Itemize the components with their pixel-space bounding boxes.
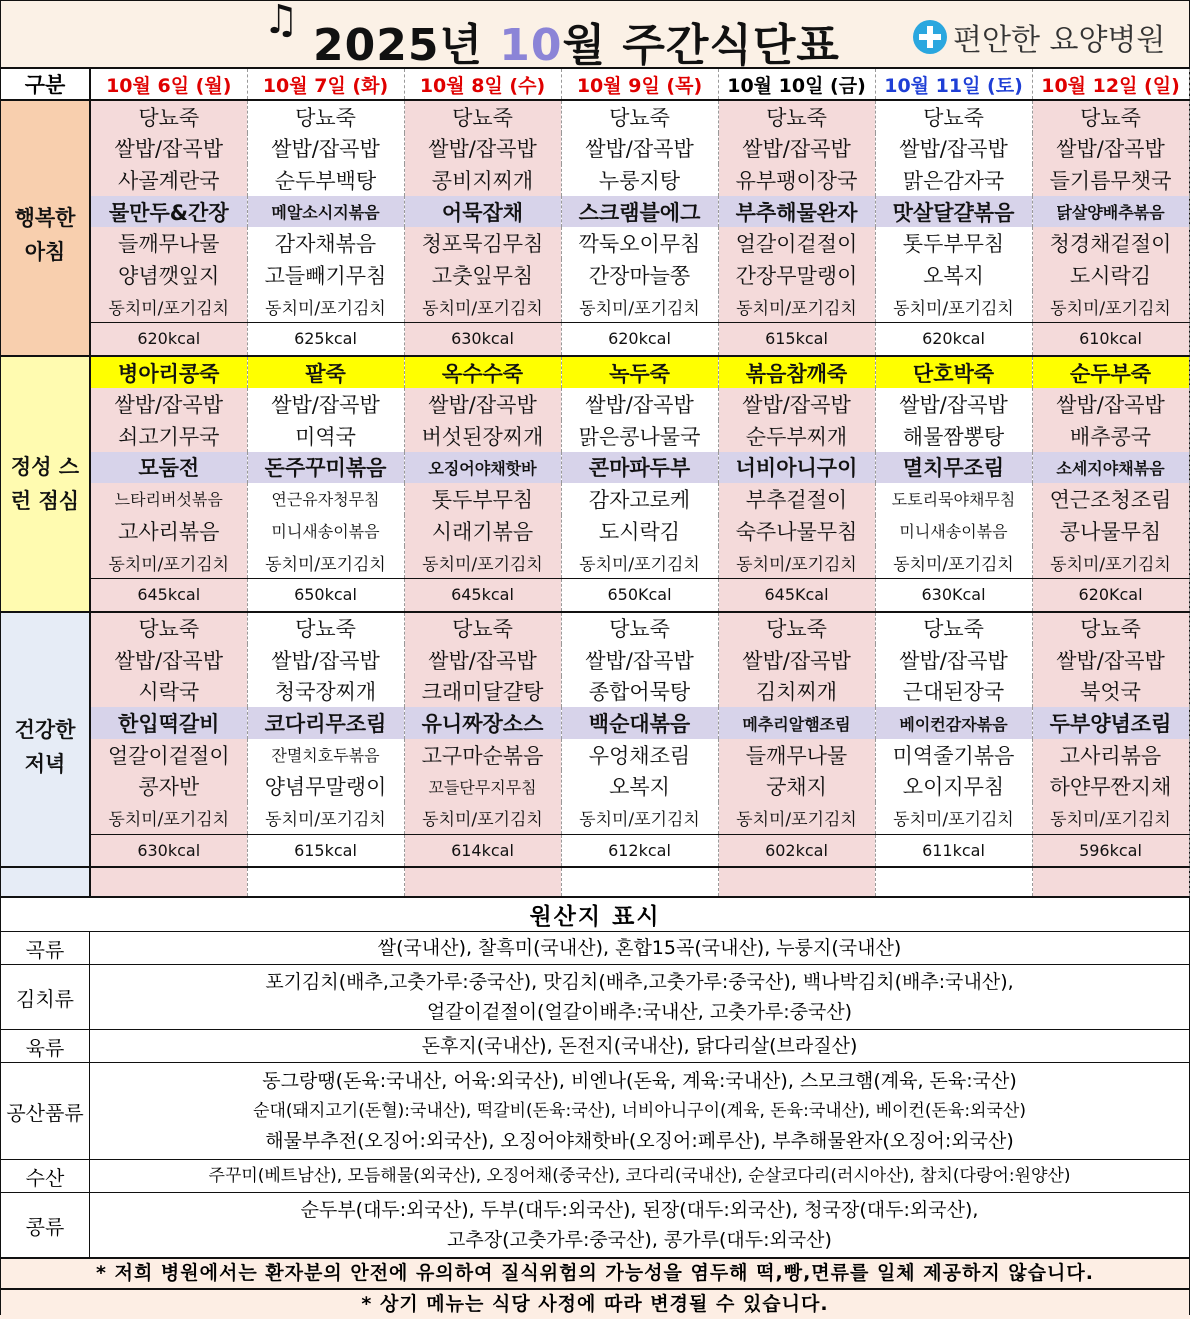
menu-cell: 동치미/포기김치 xyxy=(561,291,718,323)
kcal-cell: 650Kcal xyxy=(561,578,718,611)
menu-cell: 순두부백탕 xyxy=(247,164,404,196)
kcal-cell: 625kcal xyxy=(247,323,404,356)
menu-cell: 당뇨죽 xyxy=(875,612,1032,645)
menu-cell: 코다리무조림 xyxy=(247,707,404,739)
menu-cell: 콘마파두부 xyxy=(561,452,718,484)
menu-cell: 쌀밥/잡곡밥 xyxy=(561,644,718,676)
menu-cell: 당뇨죽 xyxy=(90,100,247,133)
origin-row xyxy=(1,1160,1189,1193)
kcal-cell: 602kcal xyxy=(718,834,875,867)
spacer-cell xyxy=(561,867,718,896)
menu-cell: 쌀밥/잡곡밥 xyxy=(1032,644,1189,676)
kcal-cell: 620Kcal xyxy=(1032,578,1189,611)
origin-label: 곡류 xyxy=(1,932,90,965)
menu-cell: 쌀밥/잡곡밥 xyxy=(90,133,247,165)
title-year: 2025년 xyxy=(313,20,500,71)
menu-cell: 동치미/포기김치 xyxy=(404,291,561,323)
origin-label: 수산 xyxy=(1,1160,90,1193)
spacer-cell xyxy=(404,867,561,896)
menu-cell: 쌀밥/잡곡밥 xyxy=(247,644,404,676)
menu-cell: 쌀밥/잡곡밥 xyxy=(90,388,247,420)
kcal-cell: 650kcal xyxy=(247,578,404,611)
origin-value xyxy=(90,1030,1190,1063)
menu-cell: 들깨무나물 xyxy=(718,739,875,771)
menu-cell: 쌀밥/잡곡밥 xyxy=(718,133,875,165)
menu-cell: 해물짬뽕탕 xyxy=(875,420,1032,452)
menu-cell: 맑은감자국 xyxy=(875,164,1032,196)
menu-cell: 쌀밥/잡곡밥 xyxy=(404,388,561,420)
menu-cell: 청국장찌개 xyxy=(247,676,404,708)
day-header: 10월 12일 (일) xyxy=(1032,69,1189,100)
menu-cell: 고들빼기무침 xyxy=(247,259,404,291)
origin-label: 육류 xyxy=(1,1030,90,1063)
menu-cell: 당뇨죽 xyxy=(247,612,404,645)
menu-cell: 쇠고기무국 xyxy=(90,420,247,452)
menu-cell: 너비아니구이 xyxy=(718,452,875,484)
menu-cell: 우엉채조림 xyxy=(561,739,718,771)
menu-cell: 감자고로케 xyxy=(561,483,718,515)
menu-cell: 버섯된장찌개 xyxy=(404,420,561,452)
menu-cell: 동치미/포기김치 xyxy=(718,546,875,578)
origin-title: 원산지 표시 xyxy=(1,897,1189,932)
menu-cell: 도시락김 xyxy=(1032,259,1189,291)
menu-cell: 느타리버섯볶음 xyxy=(90,483,247,515)
menu-cell: 동치미/포기김치 xyxy=(247,802,404,834)
menu-cell: 동치미/포기김치 xyxy=(561,546,718,578)
menu-cell: 동치미/포기김치 xyxy=(1032,546,1189,578)
origin-line: 쌀(국내산), 찰흑미(국내산), 혼합15곡(국내산), 누룽지(국내산) xyxy=(377,937,902,960)
origin-line: 해물부추전(오징어:외국산), 오징어야채핫바(오징어:페루산), 부추해물완자(오징어:외국산) xyxy=(265,1130,1014,1153)
menu-cell: 크래미달걀탕 xyxy=(404,676,561,708)
menu-cell: 어묵잡채 xyxy=(404,196,561,228)
origin-value xyxy=(90,1063,1190,1160)
kcal-cell: 645kcal xyxy=(90,578,247,611)
origin-row xyxy=(1,1030,1189,1063)
menu-cell: 들깨무나물 xyxy=(90,227,247,259)
menu-cell: 당뇨죽 xyxy=(718,612,875,645)
menu-cell: 쌀밥/잡곡밥 xyxy=(875,388,1032,420)
spacer-cell xyxy=(1032,867,1189,896)
menu-cell: 맑은콩나물국 xyxy=(561,420,718,452)
spacer-cell xyxy=(718,867,875,896)
menu-cell: 쌀밥/잡곡밥 xyxy=(404,644,561,676)
origin-label: 콩류 xyxy=(1,1193,90,1258)
menu-cell: 양념깻잎지 xyxy=(90,259,247,291)
menu-cell: 꼬들단무지무침 xyxy=(404,770,561,802)
origin-line: 돈후지(국내산), 돈전지(국내산), 닭다리살(브라질산) xyxy=(421,1035,858,1058)
menu-cell: 미역국 xyxy=(247,420,404,452)
menu-cell: 들기름무챗국 xyxy=(1032,164,1189,196)
origin-value xyxy=(90,1193,1190,1258)
menu-cell: 동치미/포기김치 xyxy=(404,546,561,578)
meal-label: 정성 스런 점심 xyxy=(1,356,90,612)
menu-cell: 미니새송이볶음 xyxy=(875,515,1032,547)
kcal-cell: 610kcal xyxy=(1032,323,1189,356)
menu-cell: 당뇨죽 xyxy=(561,612,718,645)
origin-line: 순두부(대두:외국산), 두부(대두:외국산), 된장(대두:외국산), 청국장(대두:외국산), xyxy=(300,1199,979,1222)
menu-cell: 근대된장국 xyxy=(875,676,1032,708)
spacer-row xyxy=(1,867,1189,896)
menu-cell: 미역줄기볶음 xyxy=(875,739,1032,771)
menu-cell: 멸치무조림 xyxy=(875,452,1032,484)
menu-cell: 쌀밥/잡곡밥 xyxy=(247,388,404,420)
menu-cell: 톳두부무침 xyxy=(875,227,1032,259)
origin-value xyxy=(90,932,1190,965)
menu-cell: 당뇨죽 xyxy=(875,100,1032,133)
hospital-name: 편안한 요양병원 xyxy=(953,23,1166,58)
menu-cell: 유부팽이장국 xyxy=(718,164,875,196)
menu-cell: 당뇨죽 xyxy=(1032,100,1189,133)
day-header: 10월 10일 (금) xyxy=(718,69,875,100)
kcal-cell: 645Kcal xyxy=(718,578,875,611)
kcal-cell: 615kcal xyxy=(247,834,404,867)
menu-cell: 모둠전 xyxy=(90,452,247,484)
kcal-cell: 611kcal xyxy=(875,834,1032,867)
menu-cell: 병아리콩죽 xyxy=(90,356,247,389)
menu-cell: 도토리묵야채무침 xyxy=(875,483,1032,515)
menu-cell: 도시락김 xyxy=(561,515,718,547)
origin-row xyxy=(1,1063,1189,1160)
menu-cell: 북엇국 xyxy=(1032,676,1189,708)
day-header: 10월 8일 (수) xyxy=(404,69,561,100)
menu-cell: 돈주꾸미볶음 xyxy=(247,452,404,484)
menu-cell: 당뇨죽 xyxy=(90,612,247,645)
menu-cell: 녹두죽 xyxy=(561,356,718,389)
menu-cell: 동치미/포기김치 xyxy=(561,802,718,834)
menu-cell: 김치찌개 xyxy=(718,676,875,708)
day-header: 10월 7일 (화) xyxy=(247,69,404,100)
menu-cell: 두부양념조림 xyxy=(1032,707,1189,739)
menu-cell: 오복지 xyxy=(875,259,1032,291)
menu-cell: 쌀밥/잡곡밥 xyxy=(875,133,1032,165)
origin-line: 동그랑땡(돈육:국내산, 어육:외국산), 비엔나(돈육, 계육:국내산), 스모크햄(계육, 돈육:국산) xyxy=(262,1070,1017,1093)
menu-cell: 쌀밥/잡곡밥 xyxy=(718,388,875,420)
menu-cell: 쌀밥/잡곡밥 xyxy=(247,133,404,165)
menu-cell: 톳두부무침 xyxy=(404,483,561,515)
kcal-cell: 630kcal xyxy=(90,834,247,867)
kcal-cell: 645kcal xyxy=(404,578,561,611)
weekly-menu-table xyxy=(1,69,1190,896)
meal-label: 건강한 저녁 xyxy=(1,612,90,868)
menu-cell: 단호박죽 xyxy=(875,356,1032,389)
menu-cell: 오징어야채핫바 xyxy=(404,452,561,484)
menu-cell: 숙주나물무침 xyxy=(718,515,875,547)
menu-cell: 베이컨감자볶음 xyxy=(875,707,1032,739)
menu-cell: 얼갈이겉절이 xyxy=(90,739,247,771)
menu-cell: 쌀밥/잡곡밥 xyxy=(718,644,875,676)
menu-cell: 궁채지 xyxy=(718,770,875,802)
spacer-cell xyxy=(875,867,1032,896)
origin-value xyxy=(90,965,1190,1030)
spacer-cell xyxy=(1,867,90,896)
menu-cell: 동치미/포기김치 xyxy=(90,546,247,578)
kcal-cell: 615kcal xyxy=(718,323,875,356)
menu-cell: 고사리볶음 xyxy=(1032,739,1189,771)
menu-cell: 동치미/포기김치 xyxy=(90,802,247,834)
menu-cell: 콩자반 xyxy=(90,770,247,802)
menu-cell: 당뇨죽 xyxy=(404,612,561,645)
menu-cell: 쌀밥/잡곡밥 xyxy=(875,644,1032,676)
origin-line: 얼갈이겉절이(얼갈이배추:국내산, 고춧가루:중국산) xyxy=(426,1001,853,1024)
title-bar xyxy=(1,1,1189,69)
origin-line: 고추장(고춧가루:중국산), 콩가루(대두:외국산) xyxy=(447,1229,832,1252)
menu-cell: 사골계란국 xyxy=(90,164,247,196)
menu-cell: 메추리알햄조림 xyxy=(718,707,875,739)
origin-table xyxy=(1,896,1189,1257)
menu-cell: 양념무말랭이 xyxy=(247,770,404,802)
origin-line: 주꾸미(베트남산), 모듬해물(외국산), 오징어채(중국산), 코다리(국내산), 순살코다리(러시아산), 참치(다랑어:원양산) xyxy=(208,1166,1071,1187)
menu-cell: 동치미/포기김치 xyxy=(90,291,247,323)
menu-cell: 동치미/포기김치 xyxy=(247,546,404,578)
day-header: 10월 9일 (목) xyxy=(561,69,718,100)
menu-cell: 시락국 xyxy=(90,676,247,708)
menu-cell: 동치미/포기김치 xyxy=(875,802,1032,834)
menu-cell: 동치미/포기김치 xyxy=(875,546,1032,578)
hospital-brand xyxy=(913,15,1165,59)
menu-cell: 잔멸치호두볶음 xyxy=(247,739,404,771)
menu-cell: 쌀밥/잡곡밥 xyxy=(90,644,247,676)
menu-cell: 순두부죽 xyxy=(1032,356,1189,389)
notice-menu-change: * 상기 메뉴는 식당 사정에 따라 변경될 수 있습니다. xyxy=(1,1288,1189,1319)
kcal-cell: 620kcal xyxy=(875,323,1032,356)
menu-cell: 종합어묵탕 xyxy=(561,676,718,708)
menu-cell: 하얀무짠지채 xyxy=(1032,770,1189,802)
music-note-icon: ♫ xyxy=(263,0,299,43)
kcal-cell: 620kcal xyxy=(90,323,247,356)
menu-cell: 당뇨죽 xyxy=(1032,612,1189,645)
menu-cell: 누룽지탕 xyxy=(561,164,718,196)
menu-cell: 스크램블에그 xyxy=(561,196,718,228)
menu-cell: 당뇨죽 xyxy=(561,100,718,133)
menu-cell: 감자채볶음 xyxy=(247,227,404,259)
kcal-cell: 614kcal xyxy=(404,834,561,867)
menu-cell: 동치미/포기김치 xyxy=(718,802,875,834)
menu-cell: 동치미/포기김치 xyxy=(1032,291,1189,323)
menu-cell: 쌀밥/잡곡밥 xyxy=(404,133,561,165)
menu-cell: 얼갈이겉절이 xyxy=(718,227,875,259)
menu-cell: 콩나물무침 xyxy=(1032,515,1189,547)
origin-row xyxy=(1,965,1189,1030)
menu-cell: 순두부찌개 xyxy=(718,420,875,452)
medical-cross-icon xyxy=(913,20,947,54)
menu-cell: 오이지무침 xyxy=(875,770,1032,802)
menu-cell: 부추겉절이 xyxy=(718,483,875,515)
menu-cell: 유니짜장소스 xyxy=(404,707,561,739)
day-header: 10월 11일 (토) xyxy=(875,69,1032,100)
menu-cell: 팥죽 xyxy=(247,356,404,389)
kcal-cell: 620kcal xyxy=(561,323,718,356)
day-header: 10월 6일 (월) xyxy=(90,69,247,100)
menu-cell: 청포묵김무침 xyxy=(404,227,561,259)
origin-row xyxy=(1,932,1189,965)
menu-cell: 배추콩국 xyxy=(1032,420,1189,452)
origin-row xyxy=(1,1193,1189,1258)
menu-cell: 옥수수죽 xyxy=(404,356,561,389)
origin-line: 순대(돼지고기(돈혈):국내산), 떡갈비(돈육:국산), 너비아니구이(계육, 돈육:국내산), 베이컨(돈육:외국산) xyxy=(253,1101,1026,1122)
menu-cell: 메알소시지볶음 xyxy=(247,196,404,228)
menu-cell: 동치미/포기김치 xyxy=(247,291,404,323)
menu-cell: 물만두&간장 xyxy=(90,196,247,228)
menu-cell: 쌀밥/잡곡밥 xyxy=(1032,388,1189,420)
origin-line: 포기김치(배추,고춧가루:중국산), 맛김치(배추,고춧가루:중국산), 백나박김치(배추:국내산), xyxy=(265,971,1014,994)
menu-cell: 당뇨죽 xyxy=(718,100,875,133)
menu-cell: 연근조청조림 xyxy=(1032,483,1189,515)
menu-cell: 백순대볶음 xyxy=(561,707,718,739)
menu-cell: 고구마순볶음 xyxy=(404,739,561,771)
spacer-cell xyxy=(90,867,247,896)
origin-value xyxy=(90,1160,1190,1193)
header-corner: 구분 xyxy=(1,69,90,100)
kcal-cell: 630kcal xyxy=(404,323,561,356)
title-text: 월 주간식단표 xyxy=(562,20,840,71)
menu-cell: 동치미/포기김치 xyxy=(1032,802,1189,834)
notice-choking: * 저희 병원에서는 환자분의 안전에 유의하여 질식위험의 가능성을 염두해 떡,빵,면류를 일체 제공하지 않습니다. xyxy=(1,1257,1189,1288)
spacer-cell xyxy=(247,867,404,896)
meal-label: 행복한 아침 xyxy=(1,100,90,356)
menu-cell: 한입떡갈비 xyxy=(90,707,247,739)
menu-cell: 부추해물완자 xyxy=(718,196,875,228)
origin-label: 공산품류 xyxy=(1,1063,90,1160)
menu-cell: 당뇨죽 xyxy=(247,100,404,133)
menu-cell: 소세지야채볶음 xyxy=(1032,452,1189,484)
menu-cell: 당뇨죽 xyxy=(404,100,561,133)
menu-cell: 콩비지찌개 xyxy=(404,164,561,196)
menu-cell: 볶음참깨죽 xyxy=(718,356,875,389)
kcal-cell: 612kcal xyxy=(561,834,718,867)
menu-cell: 청경채겉절이 xyxy=(1032,227,1189,259)
menu-cell: 쌀밥/잡곡밥 xyxy=(561,388,718,420)
menu-cell: 동치미/포기김치 xyxy=(875,291,1032,323)
menu-cell: 맛살달걀볶음 xyxy=(875,196,1032,228)
kcal-cell: 630Kcal xyxy=(875,578,1032,611)
menu-cell: 닭살양배추볶음 xyxy=(1032,196,1189,228)
menu-cell: 동치미/포기김치 xyxy=(718,291,875,323)
menu-cell: 고사리볶음 xyxy=(90,515,247,547)
page-title xyxy=(313,9,840,73)
menu-cell: 연근유자청무침 xyxy=(247,483,404,515)
menu-cell: 깍둑오이무침 xyxy=(561,227,718,259)
menu-cell: 간장마늘쫑 xyxy=(561,259,718,291)
kcal-cell: 596kcal xyxy=(1032,834,1189,867)
menu-cell: 시래기볶음 xyxy=(404,515,561,547)
menu-cell: 동치미/포기김치 xyxy=(404,802,561,834)
menu-cell: 미니새송이볶음 xyxy=(247,515,404,547)
title-month: 10 xyxy=(499,20,563,71)
origin-label: 김치류 xyxy=(1,965,90,1030)
menu-cell: 쌀밥/잡곡밥 xyxy=(561,133,718,165)
menu-cell: 오복지 xyxy=(561,770,718,802)
menu-cell: 고춧잎무침 xyxy=(404,259,561,291)
menu-cell: 쌀밥/잡곡밥 xyxy=(1032,133,1189,165)
menu-cell: 간장무말랭이 xyxy=(718,259,875,291)
